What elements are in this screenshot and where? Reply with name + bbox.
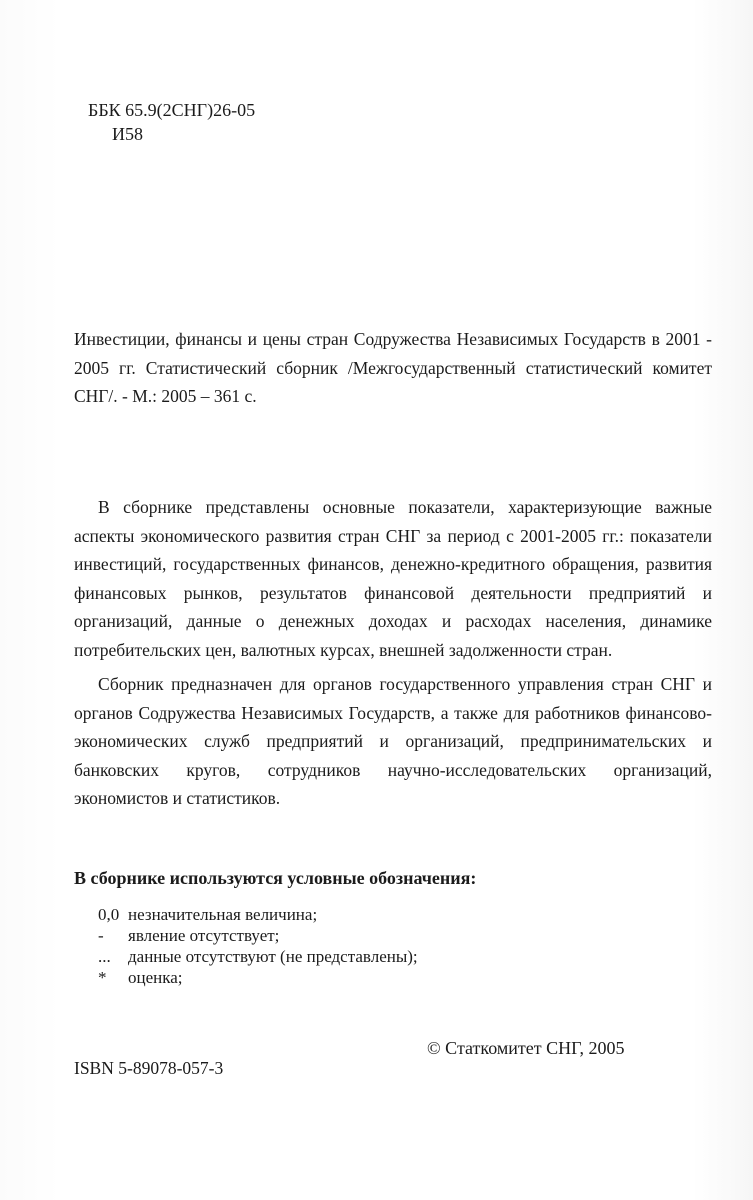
legend-item — [98, 925, 418, 946]
legend-symbol: 0,0 — [98, 905, 120, 924]
author-mark: И58 — [112, 124, 143, 144]
legend-list — [98, 904, 418, 988]
legend-title: В сборнике используются условные обозначения: — [74, 868, 477, 888]
legend-symbol: * — [98, 968, 107, 987]
bbk-classification — [88, 98, 255, 146]
legend-item — [98, 904, 418, 925]
copyright-notice: © Статкомитет СНГ, 2005 — [427, 1038, 625, 1058]
legend-symbol: ... — [98, 947, 111, 966]
bbk-code: ББК 65.9(2СНГ)26-05 — [88, 100, 256, 120]
abstract-paragraph-1: В сборнике представлены основные показатели, характеризующие важные аспекты экономического развития стран СНГ за период с 2001-2005 гг.: показатели инвестиций, государственных финансов, денежно-кредитного обращения, развития финансовых рынков, результатов финансовой деятельности предприятий и организаций, данные о денежных доходах и расходах населения, динамике потребительских цен, валютных курсах, внешней задолженности стран. — [74, 497, 712, 660]
legend-text: явление отсутствует; — [128, 926, 280, 945]
legend-item — [98, 946, 418, 967]
bibliographic-description: Инвестиции, финансы и цены стран Содружества Независимых Государств в 2001 - 2005 гг. Статистический сборник /Межгосударственный статистический комитет СНГ/. - М.: 2005 – 361 с. — [74, 329, 712, 406]
legend-symbol: - — [98, 926, 104, 945]
legend-item — [98, 967, 418, 988]
legend-text: данные отсутствуют (не представлены); — [128, 947, 418, 966]
legend-text: оценка; — [128, 968, 183, 987]
abstract-paragraph-2: Сборник предназначен для органов государственного управления стран СНГ и органов Содружества Независимых Государств, а также для работников финансово-экономических служб предприятий и организаций, предпринимательских и банковских кругов, сотрудников научно-исследовательских организаций, экономистов и статистиков. — [74, 674, 712, 808]
abstract — [74, 493, 712, 813]
isbn-number: ISBN 5-89078-057-3 — [74, 1058, 224, 1078]
legend-text: незначительная величина; — [128, 905, 318, 924]
